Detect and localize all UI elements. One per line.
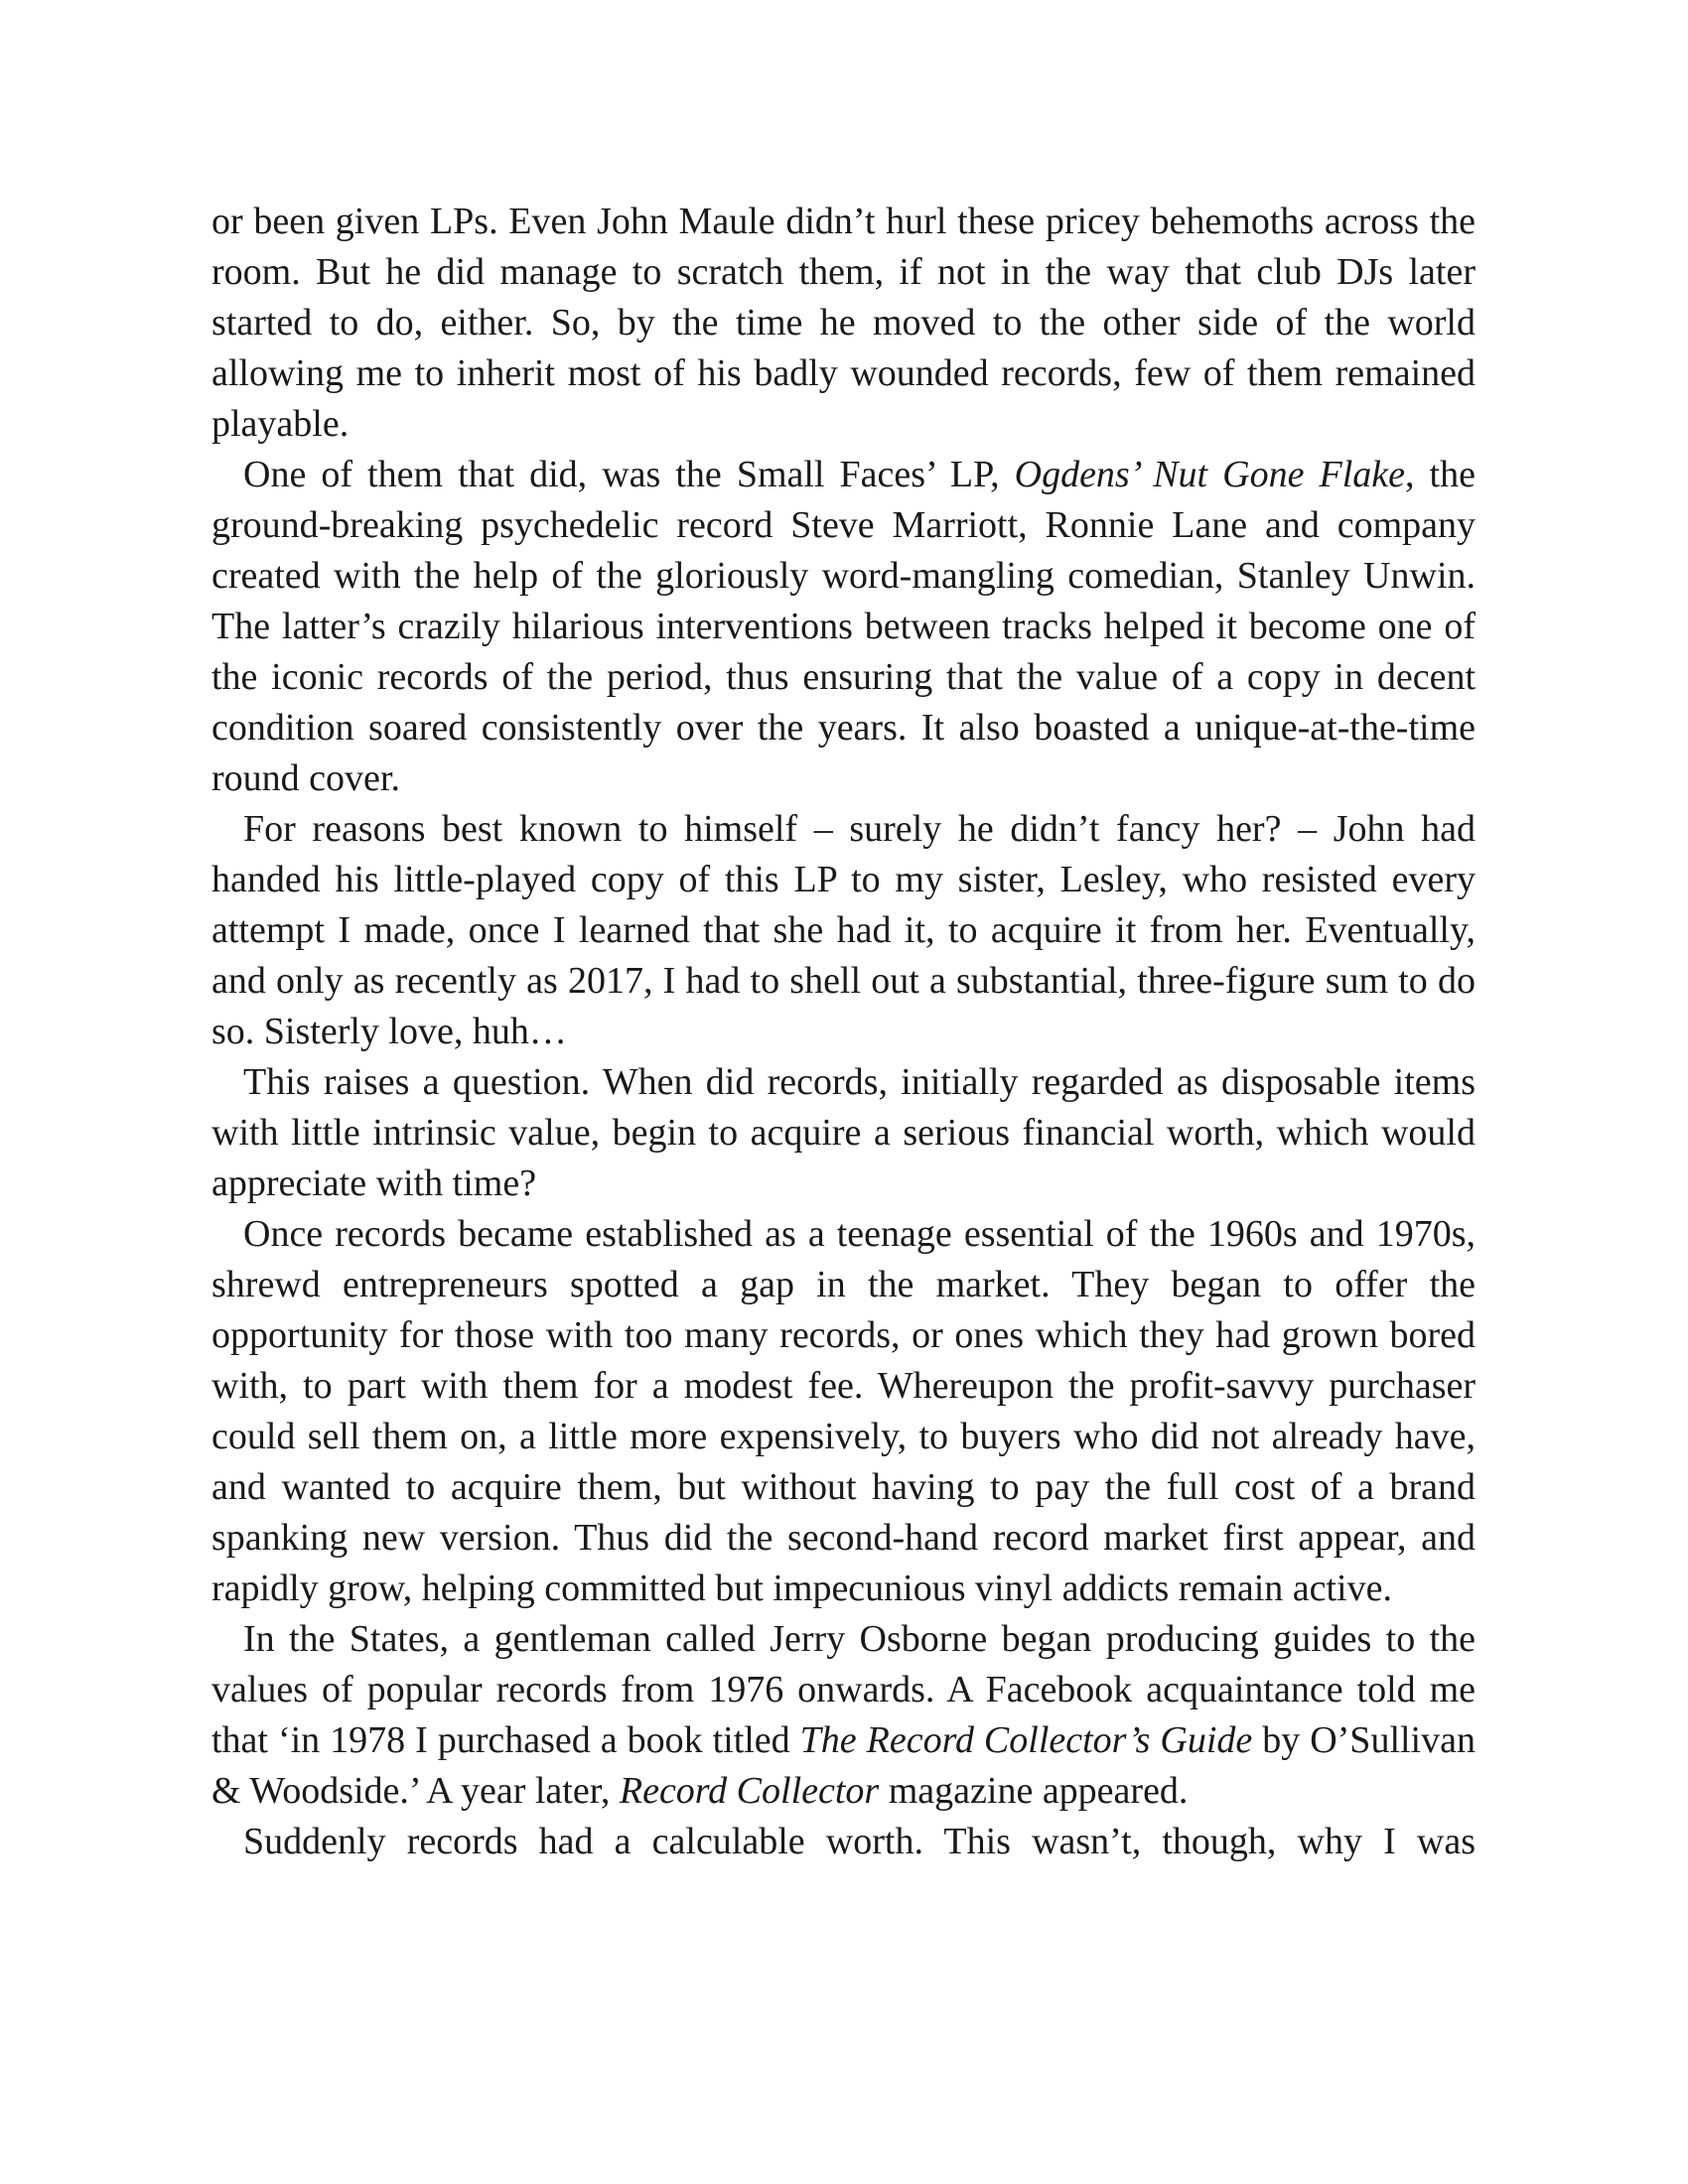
paragraph-3-text: For reasons best known to himself – surely he didn’t fancy her? – John had handed his little-played copy of this LP to my sister, Lesley, who resisted every attempt I made, once I learned that she had it, to acquire it from her. Eventually, and only as recently as 2017, I had to shell out a substantial, three-figure sum to do so. Sisterly love, huh… (211, 808, 1476, 1052)
page-body (211, 197, 1476, 1867)
paragraph-1-text: or been given LPs. Even John Maule didn’t hurl these pricey behemoths across the room. But he did manage to scratch them, if not in the way that club DJs later started to do, either. So, by the time he moved to the other side of the world allowing me to inherit most of his badly wounded records, few of them remained playable. (211, 201, 1476, 445)
paragraph-7 (211, 1817, 1476, 1867)
paragraph-4 (211, 1057, 1476, 1209)
paragraph-2-text-a: One of them that did, was the Small Faces’ LP, (243, 454, 1015, 495)
album-title-ogdens: Ogdens’ Nut Gone Flake (1014, 454, 1406, 495)
paragraph-6-text-a: In the States, a gentleman called Jerry Osborne began producing guides to the values of popular records from 1976 onwards. A Facebook acquaintance told me that ‘in 1978 I purchased a book titled (211, 1618, 1476, 1761)
paragraph-6-text-b: by O’Sullivan & Woodside.’ A year later, (211, 1719, 1476, 1812)
paragraph-4-text: This raises a question. When did records, initially regarded as disposable items with little intrinsic value, begin to acquire a serious financial worth, which would appreciate with time? (211, 1061, 1476, 1204)
paragraph-5-text: Once records became established as a teenage essential of the 1960s and 1970s, shrewd entrepreneurs spotted a gap in the market. They began to offer the opportunity for those with too many records, or ones which they had grown bored with, to part with them for a modest fee. Whereupon the profit-savvy purchaser could sell them on, a little more expensively, to buyers who did not already have, and wanted to acquire them, but without having to pay the full cost of a brand spanking new version. Thus did the second-hand record market first appear, and rapidly grow, helping committed but impecunious vinyl addicts remain active. (211, 1213, 1476, 1609)
magazine-title-record-collector: Record Collector (619, 1770, 880, 1812)
book-title-record-collectors-guide: The Record Collector’s Guide (799, 1719, 1253, 1761)
paragraph-6 (211, 1614, 1476, 1817)
paragraph-6-text-c: magazine appeared. (879, 1770, 1189, 1812)
paragraph-1 (211, 197, 1476, 450)
paragraph-5 (211, 1209, 1476, 1614)
paragraph-7-text: Suddenly records had a calculable worth. This wasn’t, though, why I was (243, 1821, 1476, 1862)
paragraph-3 (211, 804, 1476, 1057)
paragraph-2 (211, 450, 1476, 804)
paragraph-2-text-b: , the ground-breaking psychedelic record Steve Marriott, Ronnie Lane and company created with the help of the gloriously word-mangling comedian, Stanley Unwin. The latter’s crazily hilarious interventions between tracks helped it become one of the iconic records of the period, thus ensuring that the value of a copy in decent condition soared consistently over the years. It also boasted a unique-at-the-time round cover. (211, 454, 1476, 799)
